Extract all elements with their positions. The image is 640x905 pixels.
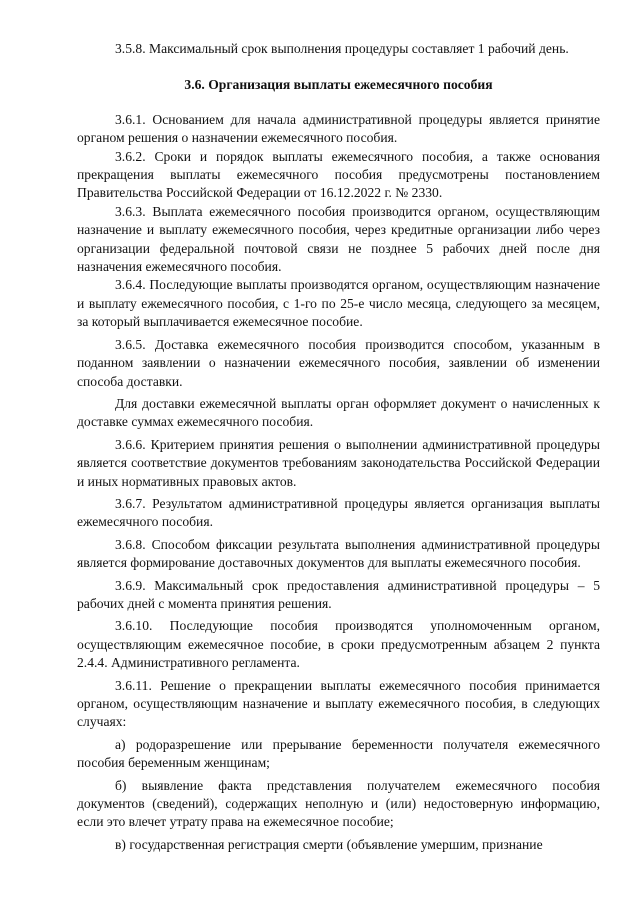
paragraph-3-6-7: 3.6.7. Результатом административной процедуры является организация выплаты ежемесячного пособия. xyxy=(77,495,600,530)
list-item-a: а) родоразрешение или прерывание беременности получателя ежемесячного пособия беременным женщинам; xyxy=(77,736,600,771)
section-heading: 3.6. Организация выплаты ежемесячного пособия xyxy=(184,77,493,93)
paragraph-3-6-9: 3.6.9. Максимальный срок предоставления административной процедуры – 5 рабочих дней с момента принятия решения. xyxy=(77,577,600,611)
paragraph-3-6-1: 3.6.1. Основанием для начала административной процедуры является принятие органом решения о назначении ежемесячного пособия. xyxy=(77,111,600,146)
list-item-b: б) выявление факта представления получателем ежемесячного пособия документов (сведений), содержащих неполную и (или) недостоверную информацию, если это влечет утрату права на ежемесячное пособие; xyxy=(77,777,600,830)
list-item-v: в) государственная регистрация смерти (объявление умершим, признание xyxy=(115,836,543,852)
paragraph-3-6-8: 3.6.8. Способом фиксации результата выполнения административной процедуры является формирование доставочных документов для выплаты ежемесячного пособия. xyxy=(77,536,600,571)
paragraph-3-6-2: 3.6.2. Сроки и порядок выплаты ежемесячного пособия, а также основания прекращения выплаты ежемесячного пособия предусмотрены постановлением Правительства Российской Федерации от 16.12.2022 г. № 2330. xyxy=(77,148,600,201)
paragraph-3-6-10: 3.6.10. Последующие пособия производятся уполномоченным органом, осуществляющим ежемесячное пособие, в сроки предусмотренным абзацем 2 пункта 2.4.4. Административного регламента. xyxy=(77,618,600,671)
paragraph-3-6-6: 3.6.6. Критерием принятия решения о выполнении административной процедуры является соответствие документов требованиям законодательства Российской Федерации и иных нормативных правовых актов. xyxy=(77,436,600,489)
paragraph-3-6-4: 3.6.4. Последующие выплаты производятся органом, осуществляющим назначение и выплату ежемесячного пособия, с 1-го по 25-е число месяца, следующего за месяцем, за который выплачивается ежемесячное пособие. xyxy=(77,277,600,330)
paragraph-3-6-11: 3.6.11. Решение о прекращении выплаты ежемесячного пособия принимается органом, осуществляющим назначение и выплату ежемесячного пособия, в следующих случаях: xyxy=(77,677,600,730)
paragraph-delivery-document: Для доставки ежемесячной выплаты орган оформляет документ о начисленных к доставке суммах ежемесячного пособия. xyxy=(77,395,600,430)
paragraph-3-5-8: 3.5.8. Максимальный срок выполнения процедуры составляет 1 рабочий день. xyxy=(115,41,569,56)
paragraph-3-6-3: 3.6.3. Выплата ежемесячного пособия производится органом, осуществляющим назначение и выплату ежемесячного пособия, через кредитные организации либо через организации федеральной почтовой связи не позднее 5 рабочих дней после дня назначения ежемесячного пособия. xyxy=(77,203,600,275)
paragraph-3-6-5: 3.6.5. Доставка ежемесячного пособия производится способом, указанным в поданном заявлении о назначении ежемесячного пособия, заявлении об изменении способа доставки. xyxy=(77,336,600,389)
